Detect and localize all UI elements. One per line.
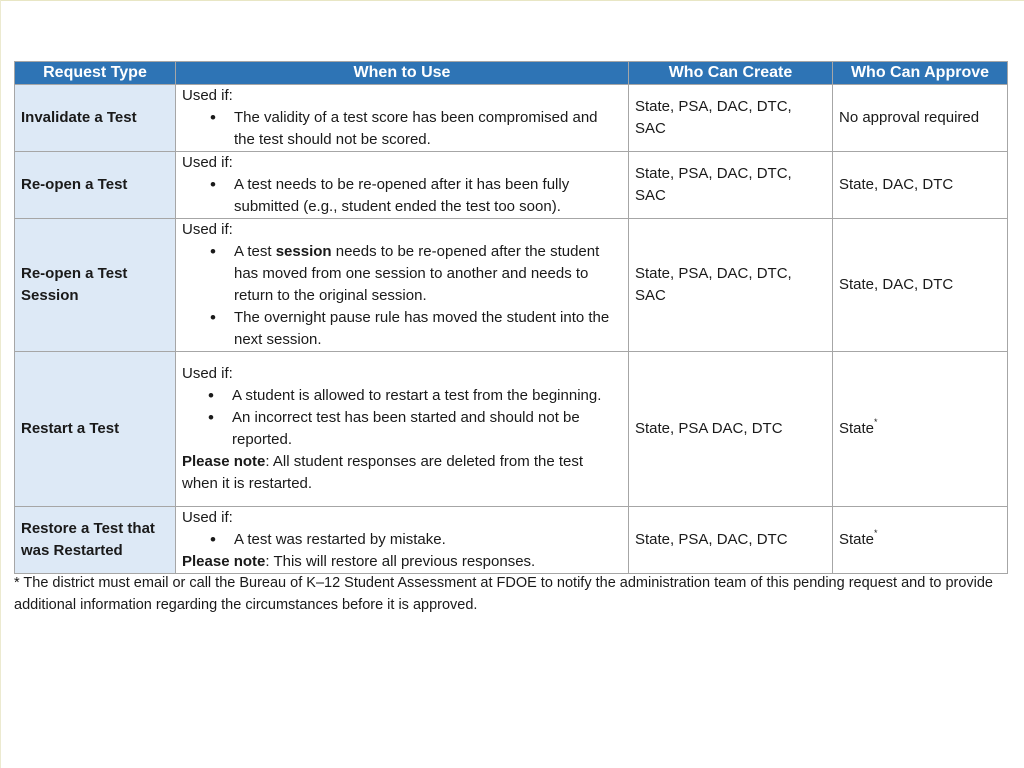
approver-text: State — [839, 420, 875, 437]
used-if-label: Used if: — [182, 221, 233, 238]
header-who-can-approve: Who Can Approve — [833, 62, 1008, 85]
bullet-text: needs to be re-opened after the student has moved from one session to another and needs to return to the original session. — [234, 243, 600, 304]
used-if-label: Used if: — [182, 365, 233, 382]
table-row — [15, 152, 1008, 219]
when-to-use-cell — [176, 219, 629, 352]
page-top-edge — [0, 0, 1024, 1]
header-who-can-create: Who Can Create — [629, 62, 833, 85]
when-to-use-cell — [176, 507, 629, 574]
please-note-text: : All student responses are deleted from the test when it is restarted. — [182, 453, 584, 492]
who-can-create-cell: State, PSA, DAC, DTC, SAC — [629, 85, 833, 152]
please-note — [182, 551, 622, 573]
when-to-use-cell — [176, 152, 629, 219]
who-can-approve-cell — [833, 352, 1008, 507]
request-type-cell: Restore a Test that was Restarted — [15, 507, 176, 574]
who-can-create-cell: State, PSA, DAC, DTC, SAC — [629, 152, 833, 219]
approver-text: State — [839, 531, 875, 548]
bullet-item: • The validity of a test score has been compromised and the test should not be scored. — [234, 107, 622, 151]
who-can-create-cell: State, PSA, DAC, DTC, SAC — [629, 219, 833, 352]
request-type-cell: Re-open a Test Session — [15, 219, 176, 352]
used-if-label: Used if: — [182, 154, 233, 171]
page-left-edge — [0, 0, 1, 768]
header-request-type: Request Type — [15, 62, 176, 85]
who-can-create-cell: State, PSA, DAC, DTC — [629, 507, 833, 574]
when-to-use-cell — [176, 352, 629, 507]
please-note-label: Please note — [182, 553, 266, 570]
request-type-cell: Invalidate a Test — [15, 85, 176, 152]
who-can-approve-cell — [833, 507, 1008, 574]
request-type-cell: Re-open a Test — [15, 152, 176, 219]
bullet-item: • The overnight pause rule has moved the student into the next session. — [234, 307, 622, 351]
please-note — [182, 451, 622, 495]
please-note-text: : This will restore all previous responses. — [265, 553, 536, 570]
header-when-to-use: When to Use — [176, 62, 629, 85]
table-row — [15, 507, 1008, 574]
who-can-approve-cell: No approval required — [833, 85, 1008, 152]
header-row — [15, 62, 1008, 85]
request-types-table — [14, 61, 1008, 574]
table-row — [15, 85, 1008, 152]
bullet-text: A test — [234, 243, 276, 260]
bullet-item: • A test needs to be re-opened after it has been fully submitted (e.g., student ended the test too soon). — [234, 174, 622, 218]
who-can-create-cell: State, PSA DAC, DTC — [629, 352, 833, 507]
bullet-item — [234, 241, 622, 307]
footnote-marker: * — [874, 528, 878, 538]
bullet-item: • A student is allowed to restart a test from the beginning. — [232, 385, 622, 407]
who-can-approve-cell: State, DAC, DTC — [833, 152, 1008, 219]
used-if-label: Used if: — [182, 509, 233, 526]
footnote-marker: * — [874, 417, 878, 427]
request-type-cell: Restart a Test — [15, 352, 176, 507]
table-row — [15, 219, 1008, 352]
when-to-use-cell — [176, 85, 629, 152]
used-if-label: Used if: — [182, 87, 233, 104]
footnote: * The district must email or call the Bureau of K–12 Student Assessment at FDOE to notify the administration team of this pending request and to provide additional information regarding the circumstances before it is approved. — [14, 575, 993, 613]
bullet-bold-term: session — [275, 243, 332, 260]
table-row — [15, 352, 1008, 507]
bullet-item: • An incorrect test has been started and should not be reported. — [232, 407, 622, 451]
who-can-approve-cell: State, DAC, DTC — [833, 219, 1008, 352]
please-note-label: Please note — [182, 453, 266, 470]
bullet-item: • A test was restarted by mistake. — [234, 529, 622, 551]
